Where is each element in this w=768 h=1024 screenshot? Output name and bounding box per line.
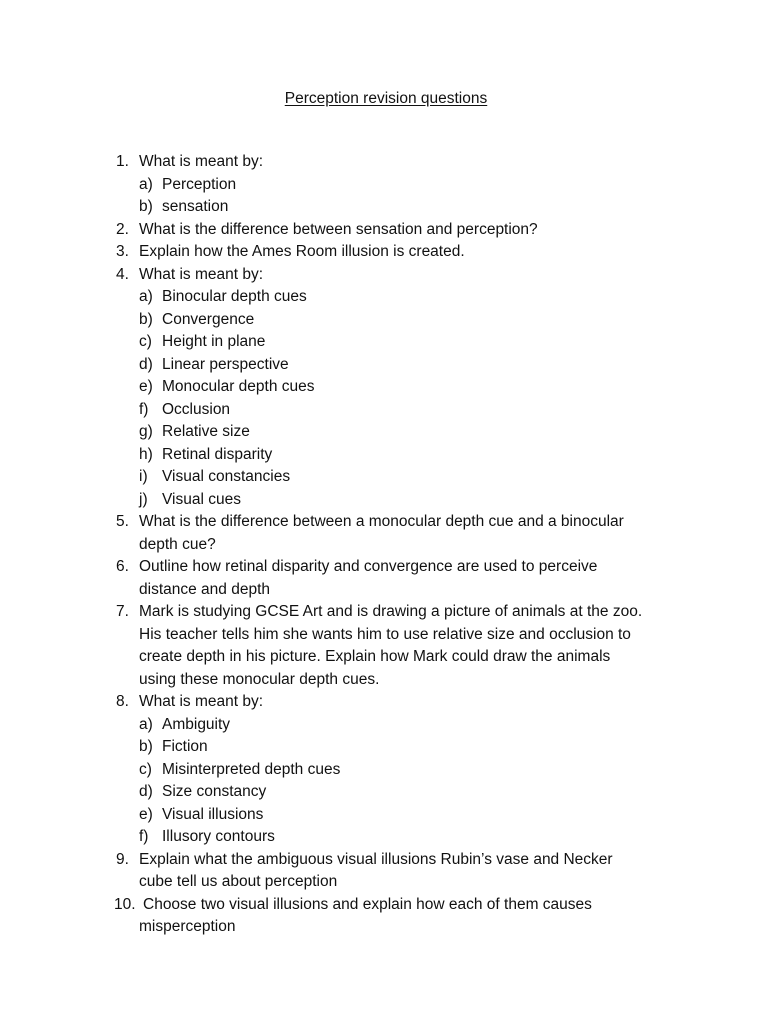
question-text: What is the difference between a monocular depth cue and a binocular xyxy=(139,513,624,530)
question-number: 4. xyxy=(116,265,129,283)
question-text: Mark is studying GCSE Art and is drawing a picture of animals at the zoo. xyxy=(139,603,643,620)
sub-question-label: i) xyxy=(139,468,148,485)
question-continuation-line xyxy=(116,624,676,647)
sub-question-text: Visual illusions xyxy=(162,805,264,823)
sub-question-label: f) xyxy=(139,828,149,845)
sub-question-item xyxy=(116,826,676,849)
question-text: Explain how the Ames Room illusion is created. xyxy=(139,243,465,260)
question-line xyxy=(116,264,676,287)
sub-question-text: Illusory contours xyxy=(162,828,275,845)
sub-question-item xyxy=(116,759,676,782)
question-text: depth cue? xyxy=(139,535,216,553)
question-continuation-line xyxy=(116,871,676,894)
sub-question-item xyxy=(116,399,676,422)
sub-question-label: b) xyxy=(139,310,153,328)
sub-question-item xyxy=(116,444,676,467)
question-text: create depth in his picture. Explain how Mark could draw the animals xyxy=(139,648,611,665)
sub-question-text: Monocular depth cues xyxy=(162,378,315,395)
question-continuation-line xyxy=(116,646,676,669)
sub-question-text: Visual cues xyxy=(162,490,241,508)
question-text: Choose two visual illusions and explain how each of them causes xyxy=(143,895,592,913)
question-number: 5. xyxy=(116,513,129,530)
question-text: What is the difference between sensation and perception? xyxy=(139,220,538,238)
question-number: 8. xyxy=(116,693,129,710)
question-number: 9. xyxy=(116,850,129,868)
question-line xyxy=(116,691,676,714)
question-text: What is meant by: xyxy=(139,153,264,170)
sub-question-item xyxy=(116,714,676,737)
sub-question-label: a) xyxy=(139,288,153,305)
sub-question-text: Occlusion xyxy=(162,400,231,418)
sub-question-text: Perception xyxy=(162,175,237,193)
question-number: 1. xyxy=(116,153,129,170)
question-list xyxy=(116,151,676,939)
question-line xyxy=(116,241,676,264)
sub-question-text: Height in plane xyxy=(162,333,266,350)
sub-question-label: a) xyxy=(139,715,153,733)
question-text: What is meant by: xyxy=(139,693,264,710)
sub-question-label: c) xyxy=(139,333,152,350)
question-number: 6. xyxy=(116,558,129,575)
question-continuation-line xyxy=(116,916,676,939)
sub-question-label: h) xyxy=(139,445,153,463)
question-continuation-line xyxy=(116,534,676,557)
sub-question-item xyxy=(116,331,676,354)
question-text: What is meant by: xyxy=(139,265,264,283)
sub-question-label: g) xyxy=(139,423,153,440)
sub-question-label: e) xyxy=(139,805,153,823)
sub-question-label: f) xyxy=(139,400,149,418)
sub-question-text: Linear perspective xyxy=(162,355,289,373)
sub-question-item xyxy=(116,421,676,444)
sub-question-item xyxy=(116,196,676,219)
sub-question-text: Ambiguity xyxy=(162,715,231,733)
sub-question-label: d) xyxy=(139,783,153,800)
sub-question-text: Retinal disparity xyxy=(162,445,273,463)
question-line xyxy=(116,601,676,624)
sub-question-item xyxy=(116,309,676,332)
question-line xyxy=(116,849,676,872)
question-text: distance and depth xyxy=(139,580,270,598)
question-number: 7. xyxy=(116,603,129,620)
sub-question-text: Relative size xyxy=(162,423,250,440)
sub-question-label: c) xyxy=(139,760,152,778)
sub-question-label: e) xyxy=(139,378,153,395)
question-text: His teacher tells him she wants him to use relative size and occlusion to xyxy=(139,625,631,643)
sub-question-label: d) xyxy=(139,355,153,373)
sub-question-item xyxy=(116,736,676,759)
sub-question-item xyxy=(116,376,676,399)
sub-question-text: Visual constancies xyxy=(162,468,291,485)
sub-question-item xyxy=(116,489,676,512)
sub-question-text: Binocular depth cues xyxy=(162,288,307,305)
question-continuation-line xyxy=(116,579,676,602)
sub-question-text: Fiction xyxy=(162,738,208,755)
sub-question-item xyxy=(116,286,676,309)
question-line xyxy=(116,219,676,242)
sub-question-text: Convergence xyxy=(162,310,255,328)
sub-question-text: Size constancy xyxy=(162,783,267,800)
question-text: Explain what the ambiguous visual illusions Rubin’s vase and Necker xyxy=(139,850,613,868)
sub-question-label: j) xyxy=(139,490,148,508)
question-number: 3. xyxy=(116,243,129,260)
sub-question-label: b) xyxy=(139,738,153,755)
question-text: cube tell us about perception xyxy=(139,873,338,890)
sub-question-item xyxy=(116,466,676,489)
sub-question-text: Misinterpreted depth cues xyxy=(162,760,341,778)
sub-question-text: sensation xyxy=(162,198,229,215)
question-text: Outline how retinal disparity and convergence are used to perceive xyxy=(139,558,598,575)
question-line xyxy=(116,894,676,917)
question-continuation-line xyxy=(116,669,676,692)
sub-question-item xyxy=(116,354,676,377)
sub-question-label: b) xyxy=(139,198,153,215)
sub-question-item xyxy=(116,174,676,197)
question-line xyxy=(116,151,676,174)
question-text: using these monocular depth cues. xyxy=(139,670,380,688)
question-text: misperception xyxy=(139,918,236,935)
question-line xyxy=(116,511,676,534)
sub-question-item xyxy=(116,781,676,804)
question-number: 10. xyxy=(114,895,136,913)
sub-question-label: a) xyxy=(139,175,153,193)
question-line xyxy=(116,556,676,579)
sub-question-item xyxy=(116,804,676,827)
question-number: 2. xyxy=(116,220,129,238)
page-title: Perception revision questions xyxy=(284,90,488,107)
